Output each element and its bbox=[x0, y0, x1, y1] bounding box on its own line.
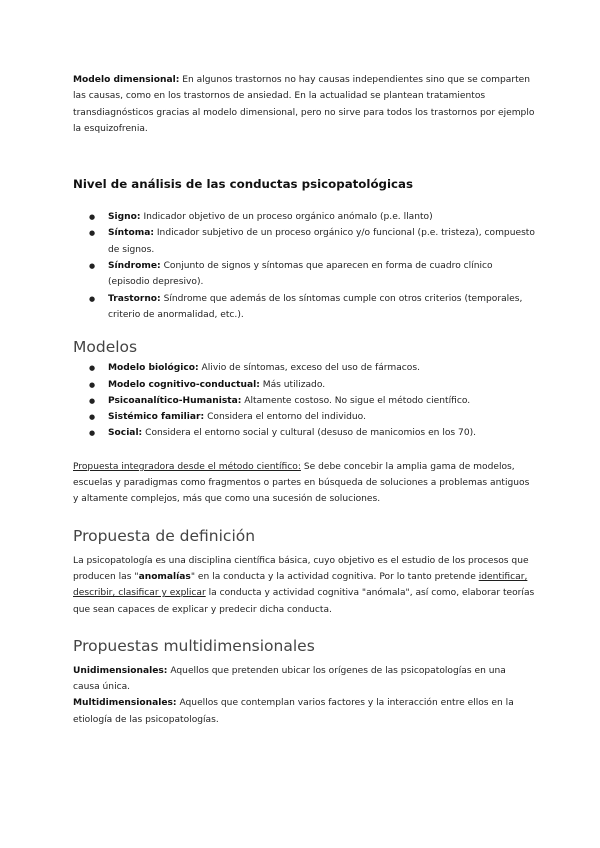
list-item-text: Más utilizado. bbox=[259, 379, 326, 390]
list-item-label: Síntoma: bbox=[108, 228, 154, 239]
intro-paragraph bbox=[73, 72, 535, 137]
integrative-proposal-paragraph bbox=[73, 459, 535, 508]
multidimensional-text: Aquellos que contemplan varios factores y la interacción entre ellos en la etiología de las psicopatologías. bbox=[73, 698, 514, 725]
unidimensional-text: Aquellos que pretenden ubicar los orígenes de las psicopatologías en una causa única. bbox=[73, 665, 506, 693]
list-item-text: Indicador objetivo de un proceso orgánico anómalo (p.e. llanto) bbox=[140, 212, 433, 223]
list-item bbox=[73, 291, 535, 324]
unidimensional-paragraph bbox=[73, 663, 535, 696]
list-item-text: Altamente costoso. No sigue el método científico. bbox=[241, 395, 471, 406]
list-item-text: Conjunto de signos y síntomas que aparecen en forma de cuadro clínico (episodio depresivo). bbox=[108, 261, 493, 288]
list-item bbox=[73, 425, 535, 441]
list-item-label: Modelo cognitivo-conductual: bbox=[108, 379, 260, 390]
list-item-text: Considera el entorno social y cultural (desuso de manicomios en los 70). bbox=[142, 428, 477, 439]
unidimensional-label: Unidimensionales: bbox=[73, 665, 168, 676]
list-item-label: Modelo biológico: bbox=[108, 363, 199, 374]
list-item-label: Signo: bbox=[108, 212, 141, 223]
list-item-label: Psicoanalítico-Humanista: bbox=[108, 395, 242, 406]
list-item bbox=[73, 409, 535, 425]
list-item-text: Alivio de síntomas, exceso del uso de fármacos. bbox=[198, 363, 420, 374]
integrative-proposal-label: Propuesta integradora desde el método científico: bbox=[73, 461, 301, 472]
definition-bold: anomalías bbox=[138, 571, 191, 582]
list-item-label: Sistémico familiar: bbox=[108, 412, 205, 423]
list-item bbox=[73, 258, 535, 291]
models-list bbox=[73, 360, 535, 441]
document-page bbox=[73, 72, 535, 728]
list-item-label: Síndrome: bbox=[108, 261, 161, 272]
intro-text: En algunos trastornos no hay causas independientes sino que se comparten las causas, como en los trastornos de ansiedad. En la actualidad se plantean tratamientos transdiagnósticos gracias al modelo dimensional, pero no sirve para todos los trastornos por ejemplo la esquizofrenia. bbox=[73, 75, 535, 134]
definition-text-a: La psicopatología es una disciplina científica básica, cuyo objetivo es el estudio de los procesos que producen las " bbox=[73, 555, 529, 582]
list-item bbox=[73, 209, 535, 225]
list-item-text: Síndrome que además de los síntomas cumple con otros criterios (temporales, criterio de anormalidad, etc.). bbox=[108, 293, 523, 320]
multidimensional-label: Multidimensionales: bbox=[73, 698, 177, 709]
list-item-text: Considera el entorno del individuo. bbox=[204, 412, 366, 423]
list-item-text: Indicador subjetivo de un proceso orgánico y/o funcional (p.e. tristeza), compuesto de signos. bbox=[108, 228, 535, 255]
definition-text-c: la conducta y actividad cognitiva "anómala", así como, elaborar teorías que sean capaces de explicar y predecir dicha conducta. bbox=[73, 588, 535, 615]
list-item bbox=[73, 377, 535, 393]
definition-underlined: identificar, describir, clasificar y explicar bbox=[73, 571, 528, 599]
section-heading-nivel-analisis: Nivel de análisis de las conductas psicopatológicas bbox=[73, 177, 414, 192]
multidimensional-paragraph bbox=[73, 695, 535, 728]
definition-text-b: " en la conducta y la actividad cognitiva. Por lo tanto pretende bbox=[190, 571, 479, 582]
section-heading-modelos: Modelos bbox=[73, 338, 138, 357]
integrative-proposal-text: Se debe concebir la amplia gama de modelos, escuelas y paradigmas como fragmentos o partes en búsqueda de soluciones a problemas antiguos y altamente complejos, más que como una sucesión de soluciones. bbox=[73, 461, 530, 505]
symptom-levels-list bbox=[73, 209, 535, 323]
definition-paragraph bbox=[73, 553, 535, 618]
section-heading-definicion: Propuesta de definición bbox=[73, 526, 256, 545]
list-item bbox=[73, 225, 535, 258]
section-heading-multidimensionales: Propuestas multidimensionales bbox=[73, 636, 315, 655]
list-item-label: Trastorno: bbox=[108, 293, 161, 304]
list-item-label: Social: bbox=[108, 428, 143, 439]
intro-label: Modelo dimensional: bbox=[73, 75, 180, 85]
list-item bbox=[73, 360, 535, 376]
list-item bbox=[73, 393, 535, 409]
